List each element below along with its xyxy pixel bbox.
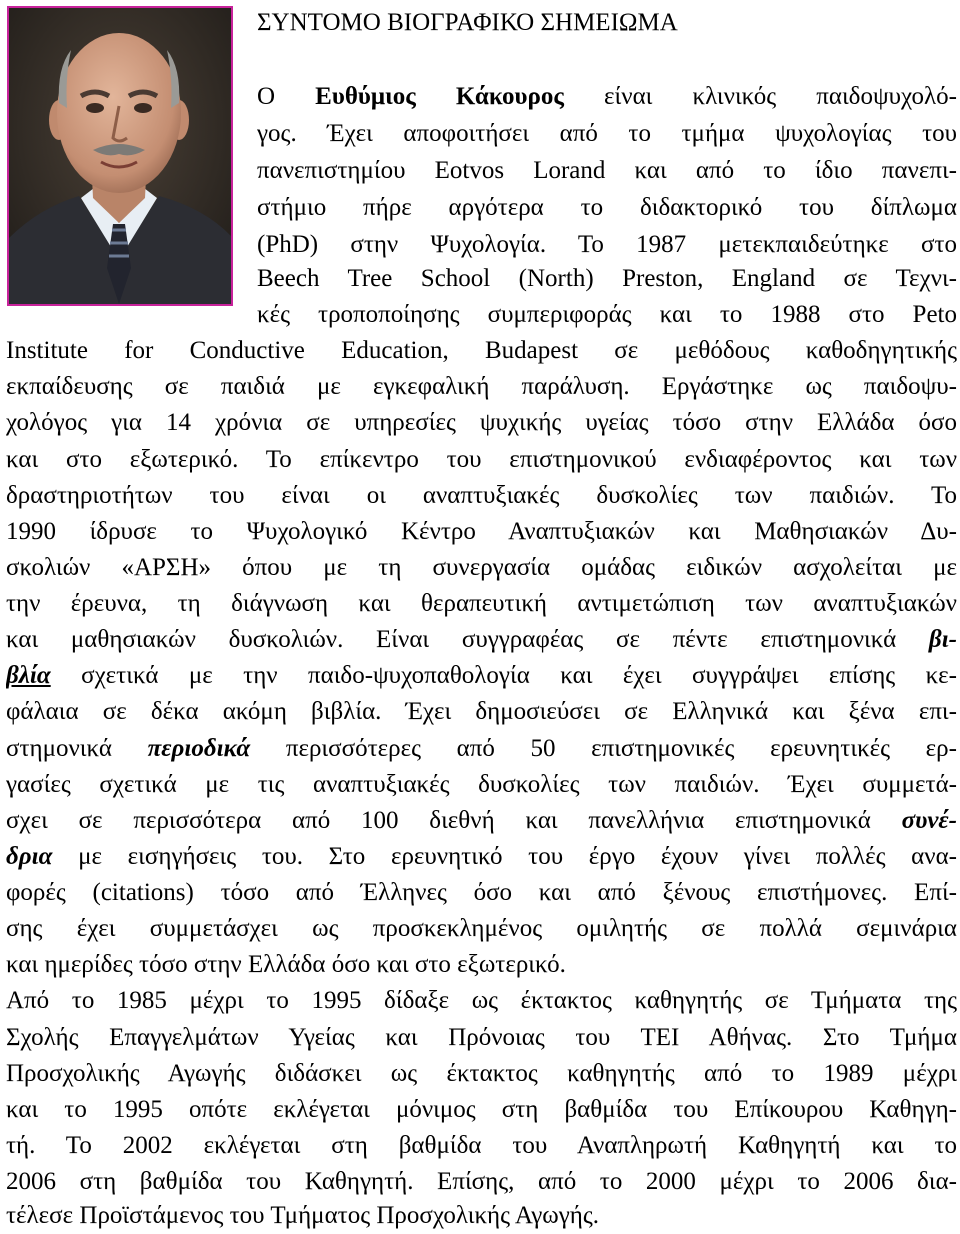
text-line: 2006 στη βαθμίδα του Καθηγητή. Επίσης, από το 2000 μέχρι το 2006 δια- — [6, 1168, 957, 1195]
text-line: την έρευνα, τη διάγνωση και θεραπευτική αντιμετώπιση των αναπτυξιακών — [6, 590, 957, 617]
text-line: Institute for Conductive Education, Budapest σε μεθόδους καθοδηγητικής — [6, 337, 957, 364]
page-title: ΣΥΝΤΟΜΟ ΒΙΟΓΡΑΦΙΚΟ ΣΗΜΕΙΩΜΑ — [257, 9, 678, 36]
text-line: χολόγος για 14 χρόνια σε υπηρεσίες ψυχικής υγείας τόσο στην Ελλάδα όσο — [6, 409, 957, 436]
text-line: τή. Το 2002 εκλέγεται στη βαθμίδα του Αναπληρωτή Καθηγητή και το — [6, 1132, 957, 1159]
portrait-photo — [7, 6, 233, 306]
portrait-illustration — [9, 8, 231, 304]
text-line: Σχολής Επαγγελμάτων Υγείας και Πρόνοιας του ΤΕΙ Αθήνας. Στο Τμήμα — [6, 1024, 957, 1051]
text-line: βλία σχετικά με την παιδο-ψυχοπαθολογία και έχει συγγράψει επίσης κε- — [6, 662, 957, 689]
text-line: σχει σε περισσότερα από 100 διεθνή και πανελλήνια επιστημονικά συνέ- — [6, 807, 957, 834]
text-line: σης έχει συμμετάσχει ως προσκεκλημένος ομιλητής σε πολλά σεμινάρια — [6, 915, 957, 942]
text-line: εκπαίδευσης σε παιδιά με εγκεφαλική παράλυση. Εργάστηκε ως παιδοψυ- — [6, 373, 957, 400]
text-line: Beech Tree School (North) Preston, England σε Τεχνι- — [257, 265, 957, 292]
text-line: και μαθησιακών δυσκολιών. Είναι συγγραφέας σε πέντε επιστημονικά βι- — [6, 626, 957, 653]
text-line: γασίες σχετικά με τις αναπτυξιακές δυσκολίες των παιδιών. Έχει συμμετά- — [6, 771, 957, 798]
text-line: πανεπιστημίου Eotvos Lorand και από το ίδιο πανεπι- — [257, 157, 957, 184]
text-line: δραστηριοτήτων του είναι οι αναπτυξιακές δυσκολίες των παιδιών. Το — [6, 482, 957, 509]
person-name: Ευθύμιος Κάκουρος — [315, 83, 564, 110]
text-line: και το 1995 οπότε εκλέγεται μόνιμος στη βαθμίδα του Επίκουρου Καθηγη- — [6, 1096, 957, 1123]
text-line: στήμιο πήρε αργότερα το διδακτορικό του δίπλωμα — [257, 194, 957, 221]
text-line: (PhD) στην Ψυχολογία. Το 1987 μετεκπαιδεύτηκε στο — [257, 231, 957, 258]
text-line: Προσχολικής Αγωγής διδάσκει ως έκτακτος καθηγητής από το 1989 μέχρι — [6, 1060, 957, 1087]
text-line: τέλεσε Προϊστάμενος του Τμήματος Προσχολικής Αγωγής. — [6, 1202, 600, 1229]
text-line: Ο Ευθύμιος Κάκουρος είναι κλινικός παιδοψυχολό- — [257, 83, 957, 110]
text-line: φάλαια σε δέκα ακόμη βιβλία. Έχει δημοσιεύσει σε Ελληνικά και ξένα επι- — [6, 698, 957, 725]
text-line: φορές (citations) τόσο από Έλληνες όσο και από ξένους επιστήμονες. Επί- — [6, 879, 957, 906]
text-line: κές τροποποίησης συμπεριφοράς και το 1988 στο Peto — [257, 301, 957, 328]
text-line: 1990 ίδρυσε το Ψυχολογικό Κέντρο Αναπτυξιακών και Μαθησιακών Δυ- — [6, 518, 957, 545]
text-line: δρια με εισηγήσεις του. Στο ερευνητικό του έργο έχουν γίνει πολλές ανα- — [6, 843, 957, 870]
text-line: Από το 1985 μέχρι το 1995 δίδαξε ως έκτακτος καθηγητής σε Τμήματα της — [6, 987, 957, 1014]
text-line: γος. Έχει αποφοιτήσει από το τμήμα ψυχολογίας του — [257, 120, 957, 147]
text-line: στημονικά περιοδικά περισσότερες από 50 επιστημονικές ερευνητικές ερ- — [6, 735, 957, 762]
text-line: και ημερίδες τόσο στην Ελλάδα όσο και στο εξωτερικό. — [6, 951, 566, 978]
text-line: σκολιών «ΑΡΣΗ» όπου με τη συνεργασία ομάδας ειδικών ασχολείται με — [6, 554, 957, 581]
text-line: και στο εξωτερικό. Το επίκεντρο του επιστημονικού ενδιαφέροντος και των — [6, 446, 957, 473]
